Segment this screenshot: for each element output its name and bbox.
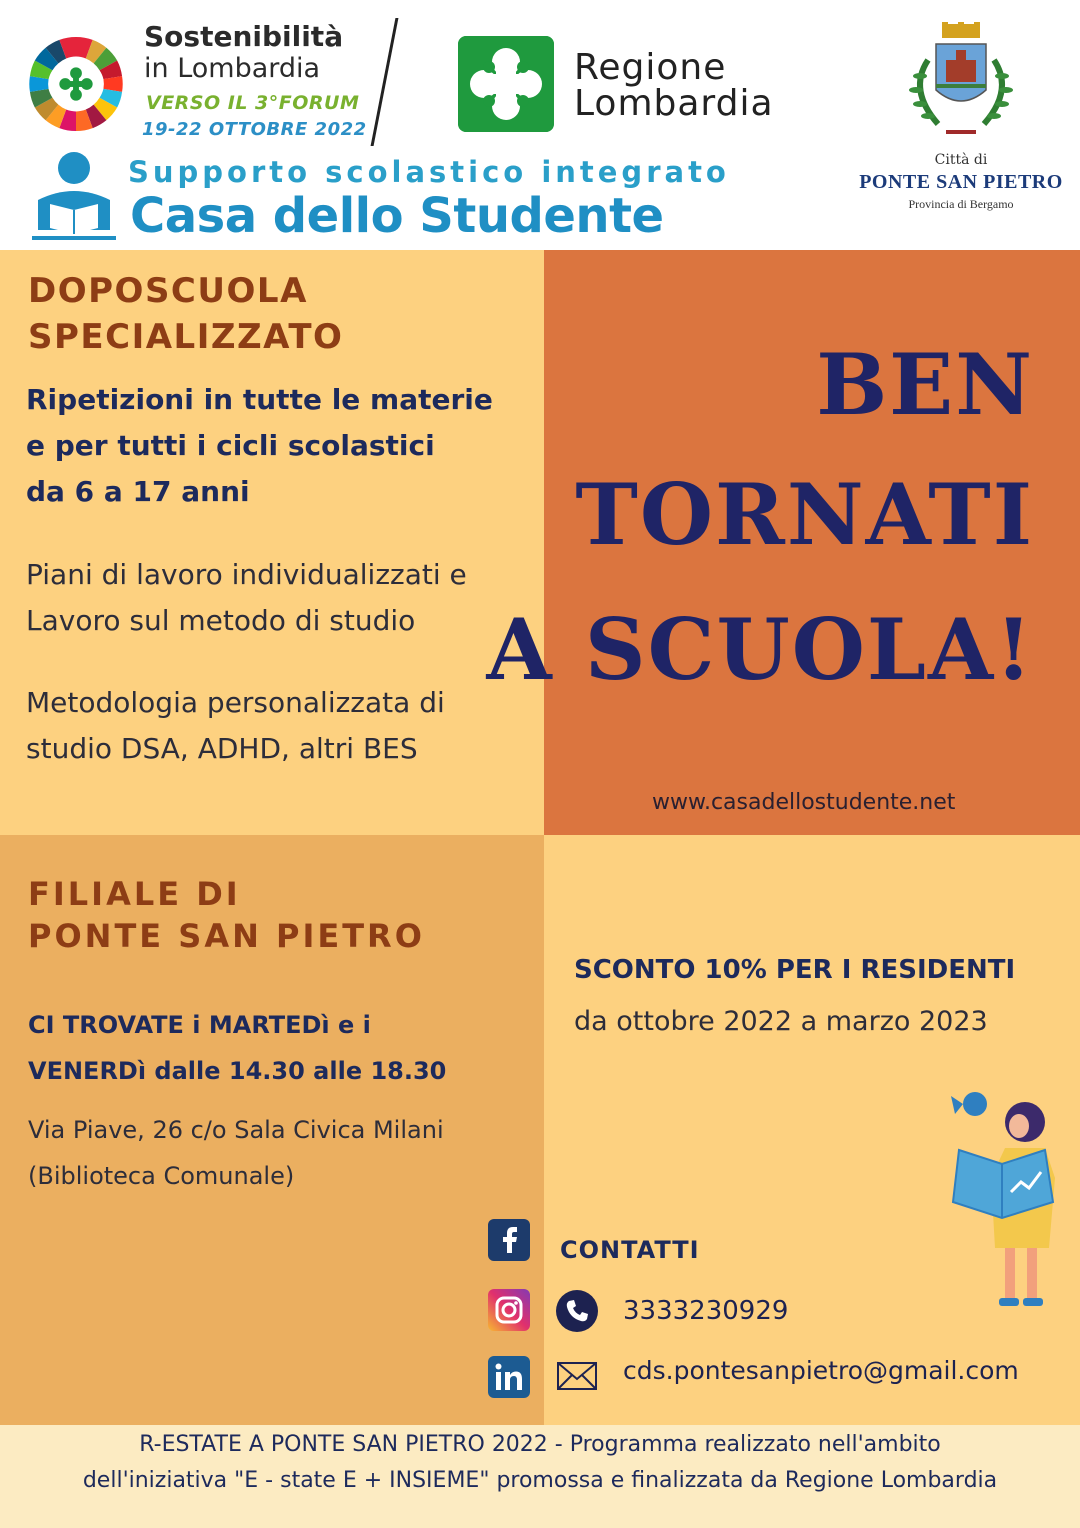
forum-dates: 19-22 OTTOBRE 2022 [142, 119, 367, 140]
website-link[interactable]: www.casadellostudente.net [652, 790, 956, 815]
metodologia-line2: studio DSA, ADHD, altri BES [26, 732, 418, 765]
lombardia-label: Lombardia [574, 83, 774, 124]
mail-icon [556, 1360, 598, 1392]
banner-line2: TORNATI [575, 465, 1034, 564]
sdg-wheel-logo [27, 35, 125, 133]
phone-number[interactable]: 3333230929 [623, 1296, 789, 1326]
supporto-tagline: Supporto scolastico integrato [128, 155, 730, 189]
contacts-heading: CONTATTI [560, 1236, 700, 1264]
opening-days: CI TROVATE i MARTEDì e i [28, 1011, 371, 1039]
casa-dello-studente-title: Casa dello Studente [130, 188, 664, 244]
girl-reading-illustration [945, 1092, 1060, 1314]
address-line1: Via Piave, 26 c/o Sala Civica Milani [28, 1116, 444, 1144]
metodologia-line1: Metodologia personalizzata di [26, 686, 445, 719]
email-address[interactable]: cds.pontesanpietro@gmail.com [623, 1356, 1019, 1385]
discount-text: SCONTO 10% PER I RESIDENTI [574, 955, 1016, 985]
address-line2: (Biblioteca Comunale) [28, 1162, 295, 1190]
ripetizioni-line2: e per tutti i cicli scolastici [26, 429, 435, 462]
instagram-icon[interactable] [488, 1289, 530, 1331]
piani-line2: Lavoro sul metodo di studio [26, 604, 416, 637]
ripetizioni-line1: Ripetizioni in tutte le materie [26, 383, 493, 416]
doposcuola-heading-line1: DOPOSCUOLA [28, 271, 308, 311]
citta-di-label: Città di [934, 152, 988, 168]
provincia-label: Provincia di Bergamo [908, 197, 1014, 211]
regione-lombardia-logo [458, 36, 554, 132]
footer-line2: dell'iniziativa "E - state E + INSIEME" promossa e finalizzata da Regione Lombardia [82, 1468, 998, 1493]
banner-line3: A SCUOLA! [486, 600, 1034, 699]
sostenibilita-title: Sostenibilità [144, 20, 344, 53]
student-reading-icon [30, 150, 118, 242]
footer-line1: R-ESTATE A PONTE SAN PIETRO 2022 - Programma realizzato nell'ambito [139, 1432, 941, 1457]
linkedin-icon[interactable] [488, 1356, 530, 1398]
sostenibilita-subtitle: in Lombardia [144, 53, 321, 84]
discount-period: da ottobre 2022 a marzo 2023 [574, 1006, 988, 1037]
header [0, 0, 1080, 250]
ripetizioni-line3: da 6 a 17 anni [26, 475, 250, 508]
opening-hours: VENERDì dalle 14.30 alle 18.30 [28, 1057, 447, 1085]
banner-line1: BEN [816, 335, 1034, 434]
piani-line1: Piani di lavoro individualizzati e [26, 558, 467, 591]
filiale-heading-line2: PONTE SAN PIETRO [28, 917, 425, 955]
regione-label: Regione [574, 47, 727, 88]
city-crest [898, 20, 1024, 148]
header-divider [371, 18, 399, 146]
doposcuola-heading-line2: SPECIALIZZATO [28, 317, 344, 357]
phone-icon [556, 1290, 598, 1332]
facebook-icon[interactable] [488, 1219, 530, 1261]
footer [0, 1425, 1080, 1528]
forum-label: VERSO IL 3°FORUM [146, 92, 360, 114]
city-name: PONTE SAN PIETRO [859, 171, 1063, 193]
filiale-heading-line1: FILIALE DI [28, 875, 241, 913]
